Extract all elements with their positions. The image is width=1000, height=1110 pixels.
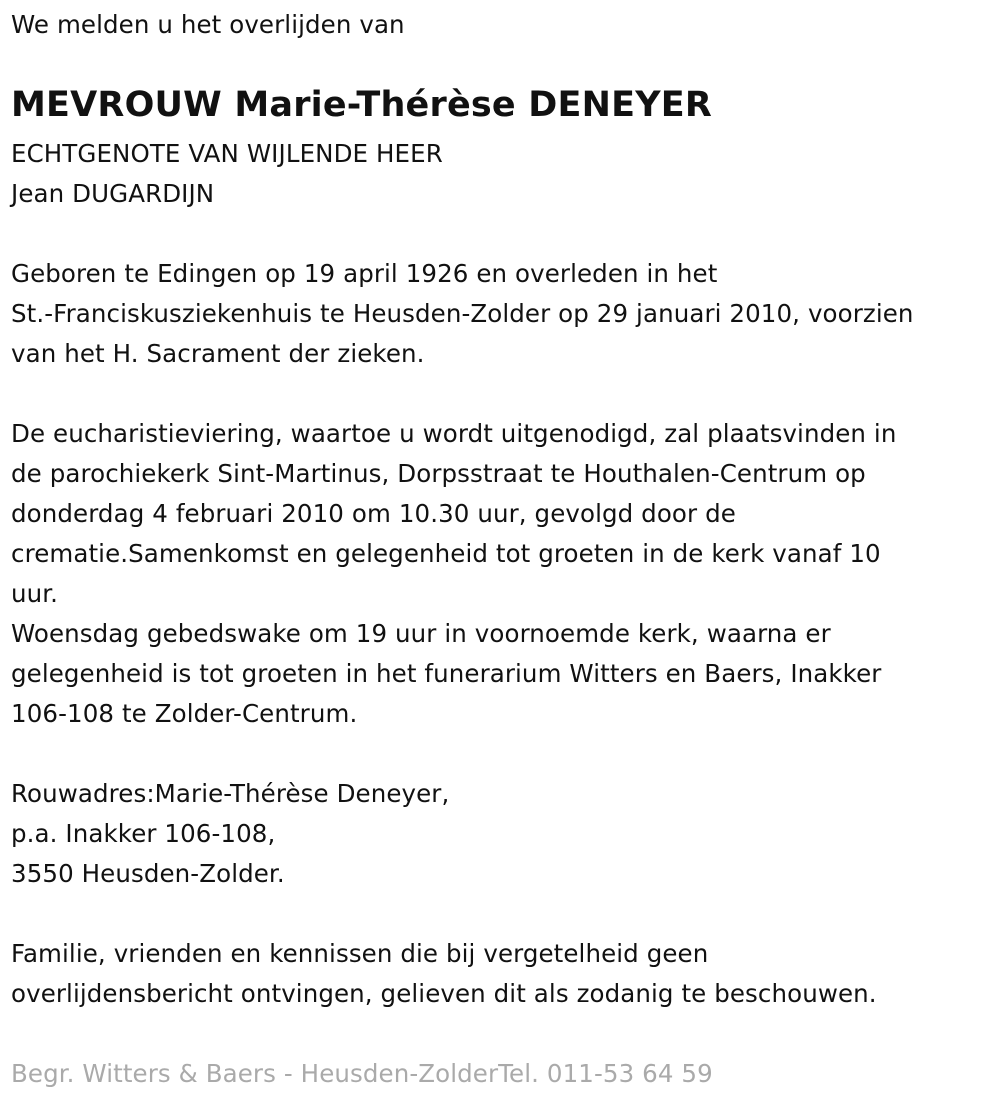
birth-death-line: van het H. Sacrament der zieken.	[11, 339, 425, 368]
spouse-line: Jean DUGARDIJN	[11, 179, 215, 208]
funeral-home-footer: Begr. Witters & Baers - Heusden-ZolderTel. 011-53 64 59	[11, 1059, 713, 1088]
ceremony-line: donderdag 4 februari 2010 om 10.30 uur, gevolgd door de	[11, 499, 736, 528]
address-line: Rouwadres:Marie-Thérèse Deneyer,	[11, 779, 450, 808]
ceremony-line: 106-108 te Zolder-Centrum.	[11, 699, 358, 728]
mourning-address-section	[11, 774, 449, 894]
address-line: p.a. Inakker 106-108,	[11, 819, 276, 848]
ceremony-section	[11, 414, 896, 734]
ceremony-line: de parochiekerk Sint-Martinus, Dorpsstraat te Houthalen-Centrum op	[11, 459, 866, 488]
birth-death-section	[11, 254, 914, 374]
closing-line: Familie, vrienden en kennissen die bij vergetelheid geen	[11, 939, 709, 968]
ceremony-line: Woensdag gebedswake om 19 uur in voornoemde kerk, waarna er	[11, 619, 831, 648]
closing-section	[11, 934, 877, 1014]
closing-line: overlijdensbericht ontvingen, gelieven dit als zodanig te beschouwen.	[11, 979, 877, 1008]
birth-death-line: St.-Franciskusziekenhuis te Heusden-Zolder op 29 januari 2010, voorzien	[11, 299, 914, 328]
address-line: 3550 Heusden-Zolder.	[11, 859, 285, 888]
ceremony-line: uur.	[11, 579, 59, 608]
deceased-name: MEVROUW Marie-Thérèse DENEYER	[11, 85, 713, 125]
ceremony-line: gelegenheid is tot groeten in het funerarium Witters en Baers, Inakker	[11, 659, 882, 688]
ceremony-line: crematie.Samenkomst en gelegenheid tot groeten in de kerk vanaf 10	[11, 539, 881, 568]
spouse-line: ECHTGENOTE VAN WIJLENDE HEER	[11, 139, 443, 168]
spouse-section	[11, 134, 443, 214]
ceremony-line: De eucharistieviering, waartoe u wordt uitgenodigd, zal plaatsvinden in	[11, 419, 897, 448]
birth-death-line: Geboren te Edingen op 19 april 1926 en overleden in het	[11, 259, 718, 288]
intro-text: We melden u het overlijden van	[11, 10, 405, 39]
